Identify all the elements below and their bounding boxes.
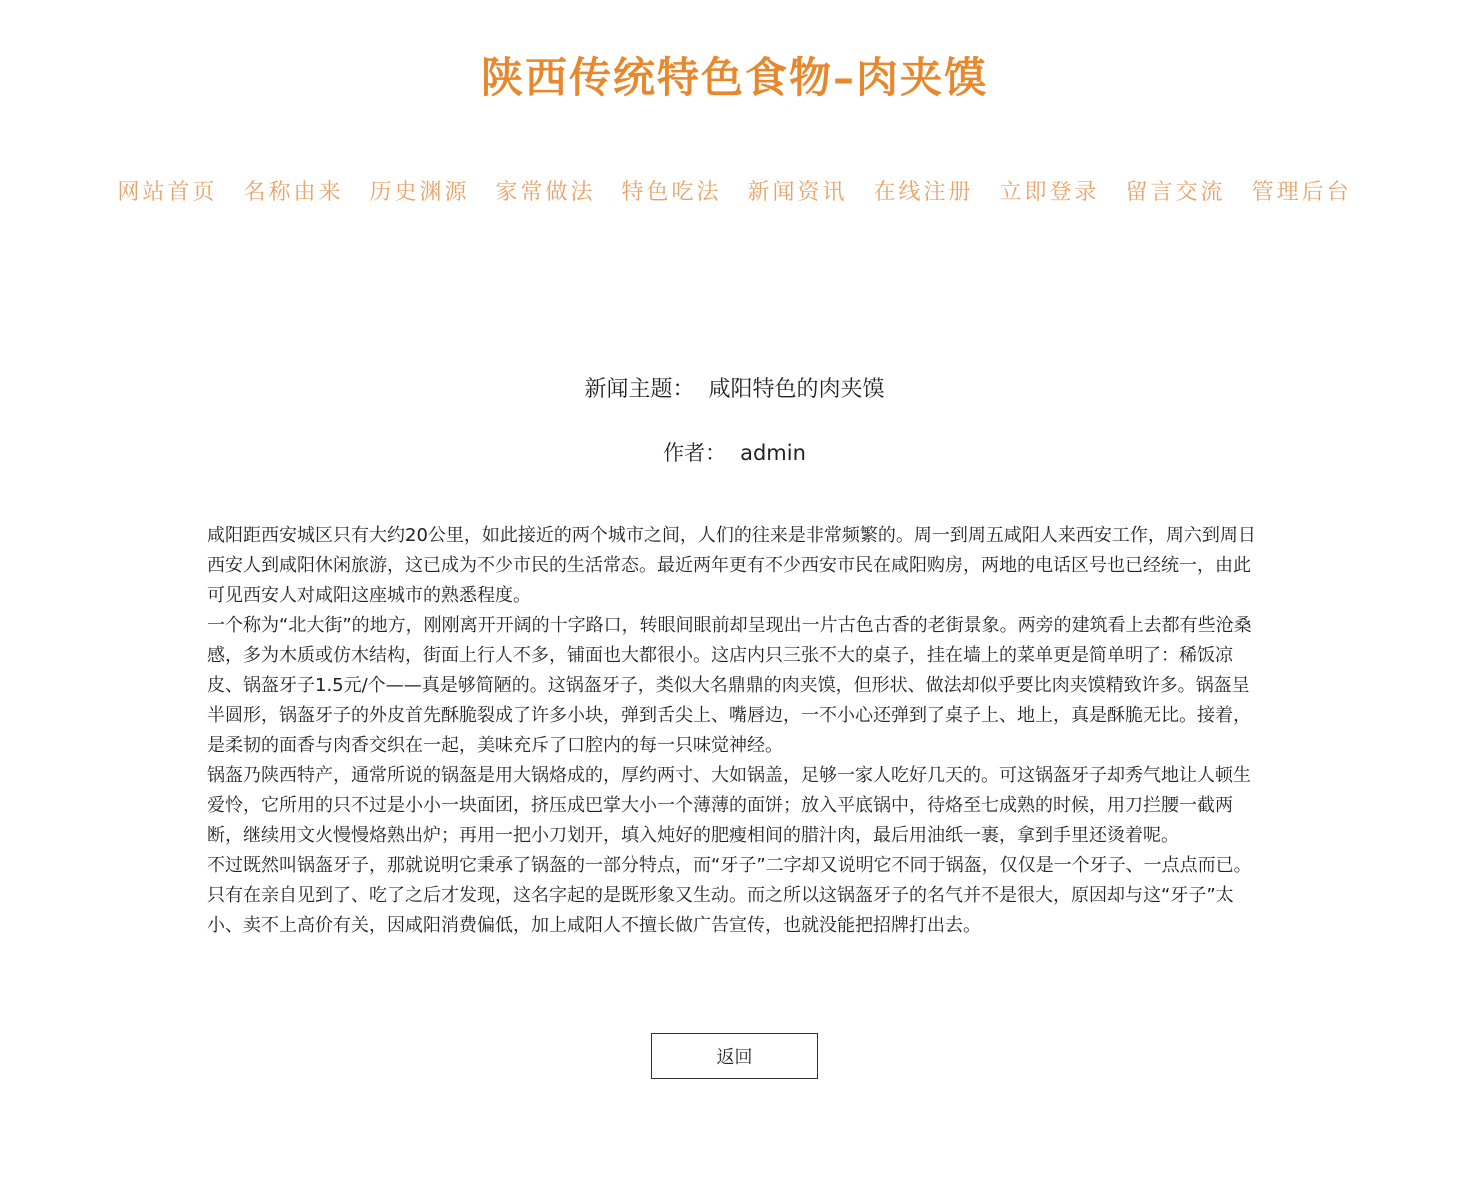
nav-item-special-eating[interactable]: 特色吃法 (621, 180, 722, 205)
nav-item-home-cooking[interactable]: 家常做法 (495, 180, 596, 205)
nav-item-name-origin[interactable]: 名称由来 (243, 180, 344, 205)
news-content (207, 521, 1259, 941)
main-nav (0, 176, 1469, 210)
news-paragraph: 锅盔乃陕西特产，通常所说的锅盔是用大锅烙成的，厚约两寸、大如锅盖，足够一家人吃好几天的。可这锅盔牙子却秀气地让人顿生爱怜，它所用的只不过是小小一块面团，挤压成巴掌大小一个薄薄的面饼；放入平底锅中，待烙至七成熟的时候，用刀拦腰一截两断，继续用文火慢慢烙熟出炉；再用一把小刀划开，填入炖好的肥瘦相间的腊汁肉，最后用油纸一裹，拿到手里还烫着呢。 (207, 765, 1251, 846)
back-button[interactable]: 返回 (651, 1033, 818, 1079)
nav-item-message-board[interactable]: 留言交流 (1125, 180, 1226, 205)
news-title-label: 新闻主题： (584, 377, 695, 402)
news-paragraph: 咸阳距西安城区只有大约20公里，如此接近的两个城市之间，人们的往来是非常频繁的。周一到周五咸阳人来西安工作，周六到周日西安人到咸阳休闲旅游，这已成为不少市民的生活常态。最近两年更有不少西安市民在咸阳购房，两地的电话区号也已经统一，由此可见西安人对咸阳这座城市的熟悉程度。 (207, 525, 1256, 606)
nav-item-admin[interactable]: 管理后台 (1251, 180, 1352, 205)
news-title-value: 咸阳特色的肉夹馍 (708, 377, 885, 402)
news-paragraph: 不过既然叫锅盔牙子，那就说明它秉承了锅盔的一部分特点，而“牙子”二字却又说明它不同于锅盔，仅仅是一个牙子、一点点而已。只有在亲自见到了、吃了之后才发现，这名字起的是既形象又生动。而之所以这锅盔牙子的名气并不是很大，原因却与这“牙子”太小、卖不上高价有关，因咸阳消费偏低，加上咸阳人不擅长做广告宣传，也就没能把招牌打出去。 (207, 855, 1252, 936)
site-title: 陕西传统特色食物–肉夹馍 (480, 53, 988, 102)
nav-item-history[interactable]: 历史渊源 (369, 180, 470, 205)
nav-item-login[interactable]: 立即登录 (999, 180, 1100, 205)
nav-item-home[interactable]: 网站首页 (117, 180, 218, 205)
nav-item-news[interactable]: 新闻资讯 (747, 180, 848, 205)
news-title (0, 372, 1469, 408)
news-author-value: admin (740, 441, 806, 465)
news-author (0, 436, 1469, 470)
news-author-label: 作者： (663, 441, 727, 465)
nav-item-register[interactable]: 在线注册 (873, 180, 974, 205)
news-paragraph: 一个称为“北大街”的地方，刚刚离开开阔的十字路口，转眼间眼前却呈现出一片古色古香的老街景象。两旁的建筑看上去都有些沧桑感，多为木质或仿木结构，街面上行人不多，铺面也大都很小。这店内只三张不大的桌子，挂在墙上的菜单更是简单明了：稀饭凉皮、锅盔牙子1.5元/个——真是够简陋的。这锅盔牙子，类似大名鼎鼎的肉夹馍，但形状、做法却似乎要比肉夹馍精致许多。锅盔呈半圆形，锅盔牙子的外皮首先酥脆裂成了许多小块，弹到舌尖上、嘴唇边，一不小心还弹到了桌子上、地上，真是酥脆无比。接着，是柔韧的面香与肉香交织在一起，美味充斥了口腔内的每一只味觉神经。 (207, 615, 1252, 756)
